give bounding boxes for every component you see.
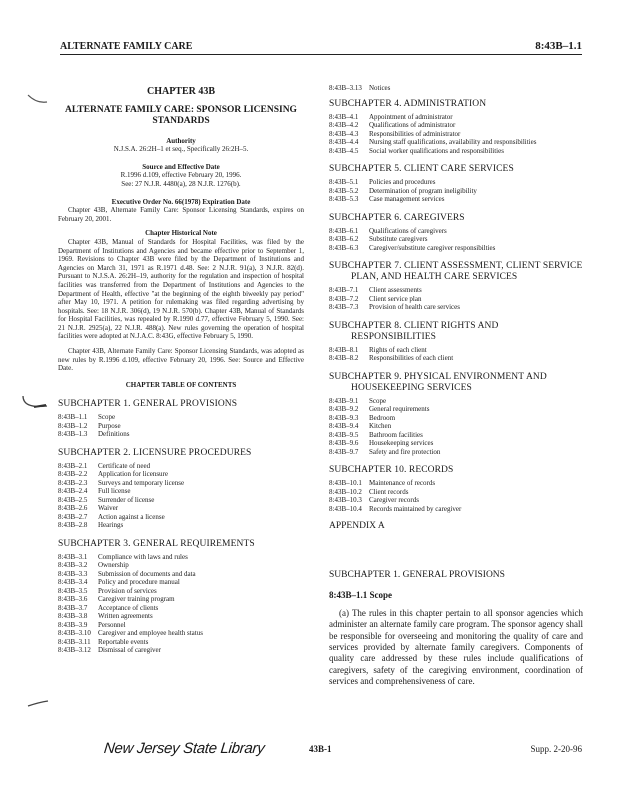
toc-entry (58, 595, 304, 604)
toc-entry (329, 286, 583, 295)
toc-entry (58, 462, 304, 471)
page-footer (60, 740, 582, 770)
toc-entry (329, 346, 583, 355)
toc-entry-code: 8:43B–3.6 (58, 595, 88, 604)
toc-entry-code: 8:43B–3.5 (58, 586, 88, 595)
section-heading: 8:43B–1.1 Scope (329, 590, 392, 601)
toc-entry-name: Client service plan (369, 294, 422, 303)
toc-entry (329, 138, 583, 147)
left-column (58, 84, 304, 664)
historical-note-heading: Chapter Historical Note (145, 229, 217, 238)
toc-entry-code: 8:43B–10.3 (329, 496, 362, 504)
margin-mark-bottom (26, 698, 50, 712)
toc-entry-code: 8:43B–9.2 (329, 405, 359, 413)
toc-entry (329, 147, 583, 156)
toc-entry-code: 8:43B–3.7 (58, 603, 88, 612)
toc-entry (329, 505, 583, 514)
toc-entry-code: 8:43B–9.3 (329, 413, 359, 422)
toc-entry-code: 8:43B–3.2 (58, 561, 88, 570)
toc-entry-code: 8:43B–3.4 (58, 578, 88, 587)
toc-entry-name: General requirements (369, 405, 430, 413)
toc-entry (329, 439, 583, 448)
toc-subchapter (329, 99, 583, 156)
toc-entry (58, 578, 304, 587)
toc-entry (329, 496, 583, 505)
toc-entry (58, 479, 304, 488)
toc-entry (58, 561, 304, 570)
toc-entry (329, 422, 583, 431)
toc-entry-code: 8:43B–2.3 (58, 478, 88, 487)
toc-entry-code: 8:43B–4.2 (329, 121, 359, 129)
toc-entry (329, 397, 583, 406)
toc-entry-code: 8:43B–4.5 (329, 146, 359, 155)
source-line-2: See: 27 N.J.R. 4480(a), 28 N.J.R. 1276(b). (121, 179, 241, 188)
toc-entry-code: 8:43B–3.3 (58, 569, 88, 578)
toc-entry (329, 84, 583, 93)
toc-subchapter (329, 321, 583, 363)
toc-subchapter (58, 448, 304, 530)
toc-entry (58, 621, 304, 630)
toc-entry (329, 303, 583, 312)
toc-entry-name: Policy and procedure manual (98, 578, 180, 587)
toc-entry (329, 235, 583, 244)
toc-entry (58, 646, 304, 655)
margin-mark-middle (20, 394, 50, 414)
toc-entry-code: 8:43B–4.4 (329, 138, 359, 146)
chapter-title: ALTERNATE FAMILY CARE: SPONSOR LICENSING STANDARDS (65, 104, 297, 126)
toc-entry (58, 513, 304, 522)
toc-subchapter (58, 399, 304, 439)
library-stamp: New Jersey State Library (103, 740, 266, 757)
toc-entry-name: Maintenance of records (369, 479, 436, 487)
subchapter-heading: SUBCHAPTER 6. CAREGIVERS (329, 212, 465, 223)
toc-entry-name: Action against a license (98, 512, 165, 521)
toc-entry-name: Personnel (98, 620, 126, 629)
toc-entry (58, 553, 304, 562)
toc-entry-name: Submission of documents and data (98, 569, 196, 578)
toc-entry-name: Nursing staff qualifications, availability and responsibilities (369, 138, 537, 146)
toc-entry (58, 570, 304, 579)
toc-entry-code: 8:43B–5.1 (329, 178, 359, 186)
source-line-1: R.1996 d.109, effective February 20, 1996. (120, 171, 242, 180)
source-block (58, 163, 304, 189)
toc-entry-name: Caregiver training program (98, 595, 175, 604)
toc-entry-code: 8:43B–1.1 (58, 413, 88, 422)
toc-entry-name: Case management services (369, 195, 445, 203)
toc-entry-name: Acceptance of clients (98, 603, 159, 612)
executive-order-text: Chapter 43B, Alternate Family Care: Sponsor Licensing Standards, expires on February 20, 2001. (58, 206, 304, 223)
authority-heading: Authority (166, 136, 196, 145)
toc-entry-code: 8:43B–3.1 (58, 552, 88, 561)
toc-entry-code: 8:43B–3.13 (329, 84, 362, 92)
subchapter-heading: SUBCHAPTER 3. GENERAL REQUIREMENTS (58, 538, 255, 549)
running-header (60, 36, 582, 55)
toc-entry-name: Bathroom facilities (369, 430, 423, 439)
toc-entry (58, 521, 304, 530)
toc-entry (329, 405, 583, 414)
toc-entry-name: Purpose (98, 421, 121, 430)
toc-entry-code: 8:43B–7.1 (329, 286, 359, 294)
page-number: 43B-1 (309, 744, 332, 754)
toc-entry-code: 8:43B–3.11 (58, 637, 91, 646)
toc-entry (329, 178, 583, 187)
toc-entry-code: 8:43B–9.1 (329, 396, 359, 405)
toc-entry-code: 8:43B–7.3 (329, 303, 359, 311)
toc-entry-name: Client records (369, 487, 409, 496)
toc-entry-name: Qualifications of administrator (369, 121, 456, 129)
toc-entry-name: Surveys and temporary license (98, 478, 185, 487)
toc-entry-code: 8:43B–10.2 (329, 487, 362, 496)
subchapter-heading: SUBCHAPTER 8. CLIENT RIGHTS AND RESPONSIBILITIES (329, 320, 499, 342)
toc-entry-name: Social worker qualifications and responsibilities (369, 146, 504, 155)
toc-entry-code: 8:43B–1.2 (58, 421, 88, 430)
toc-entry-name: Notices (369, 84, 391, 92)
toc-entry-code: 8:43B–7.2 (329, 294, 359, 303)
toc-entry-name: Bedroom (369, 413, 396, 422)
toc-entry-code: 8:43B–2.8 (58, 521, 88, 530)
toc-entry-code: 8:43B–5.2 (329, 186, 359, 195)
toc-entry-code: 8:43B–10.1 (329, 479, 362, 487)
toc-entry (329, 295, 583, 304)
rule-subchapter-heading: SUBCHAPTER 1. GENERAL PROVISIONS (329, 569, 505, 580)
toc-entry-name: Scope (369, 396, 387, 405)
header-title: ALTERNATE FAMILY CARE (60, 41, 193, 52)
toc-entry-name: Provision of health care services (369, 303, 460, 311)
toc-subchapter (329, 465, 583, 513)
toc-entry-name: Scope (98, 413, 116, 422)
toc-entry-code: 8:43B–3.12 (58, 646, 91, 655)
toc-entry-name: Qualifications of caregivers (369, 226, 447, 235)
toc-entry (329, 195, 583, 204)
toc-entry-code: 8:43B–10.4 (329, 504, 362, 513)
authority-block (58, 137, 304, 154)
toc-entry-name: Responsibilities of administrator (369, 129, 461, 138)
toc-entry-code: 8:43B–9.7 (329, 447, 359, 456)
toc-entry-name: Appointment of administrator (369, 112, 453, 121)
toc-entry-code: 8:43B–6.3 (329, 243, 359, 252)
toc-entry (58, 587, 304, 596)
toc-entry (58, 470, 304, 479)
toc-entry (58, 638, 304, 647)
toc-entry-code: 8:43B–2.2 (58, 470, 88, 479)
toc-entry (58, 629, 304, 638)
toc-entry-code: 8:43B–3.10 (58, 629, 91, 638)
toc-entry-name: Provision of services (98, 586, 157, 595)
toc-entry-name: Caregiver records (369, 496, 419, 504)
left-table-of-contents (58, 399, 304, 655)
subchapter-heading: SUBCHAPTER 9. PHYSICAL ENVIRONMENT AND HOUSEKEEPING SERVICES (329, 371, 547, 393)
toc-entry-name: Surrender of license (98, 495, 155, 504)
authority-text: N.J.S.A. 26:2H–1 et seq., Specifically 26:2H–5. (113, 145, 249, 154)
subchapter-heading: SUBCHAPTER 10. RECORDS (329, 465, 454, 475)
chapter-number: CHAPTER 43B (146, 86, 216, 97)
toc-entry (329, 130, 583, 139)
toc-subchapter (329, 164, 583, 204)
subchapter-heading: SUBCHAPTER 7. CLIENT ASSESSMENT, CLIENT SERVICE PLAN, AND HEALTH CARE SERVICES (329, 261, 583, 282)
margin-mark-top (26, 92, 50, 106)
toc-entry-code: 8:43B–2.4 (58, 487, 88, 496)
subchapter-heading: SUBCHAPTER 5. CLIENT CARE SERVICES (329, 164, 514, 174)
toc-entry (58, 612, 304, 621)
toc-entry-name: Determination of program ineligibility (369, 186, 477, 195)
toc-entry-name: Records maintained by caregiver (369, 504, 462, 513)
toc-entry-name: Caregiver/substitute caregiver responsibilties (369, 243, 496, 252)
toc-entry (58, 496, 304, 505)
toc-entry (58, 487, 304, 496)
toc-entry-code: 8:43B–9.4 (329, 422, 359, 430)
toc-entry-name: Compliance with laws and rules (98, 552, 188, 561)
toc-entry-code: 8:43B–6.1 (329, 226, 359, 235)
toc-entry-name: Substitute caregivers (369, 235, 428, 243)
toc-entry-name: Full license (98, 487, 131, 496)
subchapter-heading: SUBCHAPTER 1. GENERAL PROVISIONS (58, 399, 238, 410)
toc-entry (329, 113, 583, 122)
toc-entry-name: Housekeeping services (369, 439, 434, 447)
toc-entry-code: 8:43B–4.3 (329, 129, 359, 138)
toc-entry-code: 8:43B–2.1 (58, 461, 88, 470)
right-table-of-contents (329, 99, 583, 514)
toc-entry-code: 8:43B–2.7 (58, 512, 88, 521)
toc-entry-name: Written agreements (98, 612, 153, 621)
toc-entry-name: Safety and fire protection (369, 447, 441, 456)
subchapter-heading: SUBCHAPTER 2. LICENSURE PROCEDURES (58, 447, 252, 458)
header-section-number: 8:43B–1.1 (535, 40, 582, 52)
toc-entry (329, 227, 583, 236)
historical-note-paragraph-2: Chapter 43B, Alternate Family Care: Sponsor Licensing Standards, was adopted as new rules by R.1996 d.109, effective February 20, 1996. See: Source and Effective Date. (58, 347, 304, 373)
toc-entry (58, 504, 304, 513)
toc-entry-name: Hearings (98, 521, 124, 530)
toc-entry-code: 8:43B–1.3 (58, 430, 88, 439)
toc-entry (329, 244, 583, 253)
toc-entry-code: 8:43B–9.5 (329, 430, 359, 439)
appendix-entry: APPENDIX A (329, 521, 385, 531)
subchapter-heading: SUBCHAPTER 4. ADMINISTRATION (329, 98, 487, 109)
toc-entry (329, 121, 583, 130)
toc-entry-name: Policies and procedures (369, 178, 436, 186)
toc-subchapter (329, 213, 583, 253)
toc-entry (329, 414, 583, 423)
section-text: (a) The rules in this chapter pertain to all sponsor agencies which administer an alternate family care program. The sponsor agency shall be responsible for overseeing and monitoring the quality of care and services provided by alternate family caregivers. Components of quality care addressed by these rules include qualifications of caregivers, safety of the caregiving environment, coordination of services and comprehensiveness of care. (329, 607, 583, 687)
toc-entry-code: 8:43B–8.1 (329, 345, 359, 354)
toc-entry-name: Kitchen (369, 422, 392, 430)
toc-continued (329, 84, 583, 93)
toc-entry-name: Definitions (98, 430, 130, 439)
toc-entry-name: Application for licensure (98, 470, 168, 479)
toc-subchapter (329, 261, 583, 312)
toc-entry-name: Caregiver and employee health status (98, 629, 203, 638)
toc-subchapter (58, 539, 304, 655)
toc-entry (58, 430, 304, 439)
table-of-contents-heading: CHAPTER TABLE OF CONTENTS (125, 380, 237, 389)
toc-entry (329, 431, 583, 440)
toc-entry (329, 187, 583, 196)
toc-entry-name: Dismissal of caregiver (98, 646, 161, 655)
toc-entry-name: Ownership (98, 561, 129, 570)
executive-order-heading: Executive Order No. 66(1978) Expiration Date (111, 197, 251, 206)
toc-entry-code: 8:43B–2.5 (58, 495, 88, 504)
toc-entry-code: 8:43B–3.9 (58, 620, 88, 629)
toc-entry-name: Rights of each client (369, 345, 427, 354)
toc-entry (58, 422, 304, 431)
toc-entry-code: 8:43B–9.6 (329, 439, 359, 447)
toc-entry-code: 8:43B–6.2 (329, 235, 359, 243)
toc-entry (329, 488, 583, 497)
toc-entry (329, 448, 583, 457)
toc-entry (58, 413, 304, 422)
toc-entry-code: 8:43B–4.1 (329, 112, 359, 121)
toc-entry-code: 8:43B–3.8 (58, 612, 88, 621)
toc-entry (329, 354, 583, 363)
toc-entry (329, 479, 583, 488)
right-column (329, 84, 583, 688)
toc-entry-code: 8:43B–5.3 (329, 195, 359, 203)
toc-entry-name: Responsibilities of each client (369, 354, 454, 362)
toc-entry-name: Waiver (98, 504, 119, 513)
historical-note-paragraph-1: Chapter 43B, Manual of Standards for Hospital Facilities, was filed by the Department of Institutions and Agencies and became effective prior to September 1, 1969. Revisions to Chapter 43B were filed by the Department of Institutions and Agencies on March 31, 1971 as R.1971 d.48. See: 2 N.J.R. 91(a), 3 N.J.R. 82(d). Pursuant to N.J.S.A. 26:2H–19, authority for the regulation and inspection of hospital facilities was transferred from the Department of Institutions and Agencies to the Department of Health, effective "at the beginning of the eighth biweekly pay period" after May 10, 1971. A petition for rulemaking was filed regarding advertising by hospitals. See: 18 N.J.R. 306(d), 19 N.J.R. 570(b). Chapter 43B, Manual of Standards for Hospital Facilities, was repealed by R.1990 d.77, effective February 5, 1990. See: 21 N.J.R. 2925(a), 22 N.J.R. 488(a). New rules governing the operation of hospital facilities were adopted at N.J.A.C. 8:43G, effective February 5, 1990. (58, 237, 304, 341)
toc-entry-code: 8:43B–2.6 (58, 504, 88, 513)
toc-entry-name: Reportable events (98, 637, 149, 646)
toc-entry (58, 604, 304, 613)
source-heading: Source and Effective Date (142, 162, 220, 171)
toc-entry-name: Certificate of need (98, 461, 151, 470)
toc-entry-code: 8:43B–8.2 (329, 354, 359, 362)
toc-entry-name: Client assessments (369, 286, 422, 294)
toc-subchapter (329, 372, 583, 457)
supplement-date: Supp. 2-20-96 (530, 744, 582, 754)
